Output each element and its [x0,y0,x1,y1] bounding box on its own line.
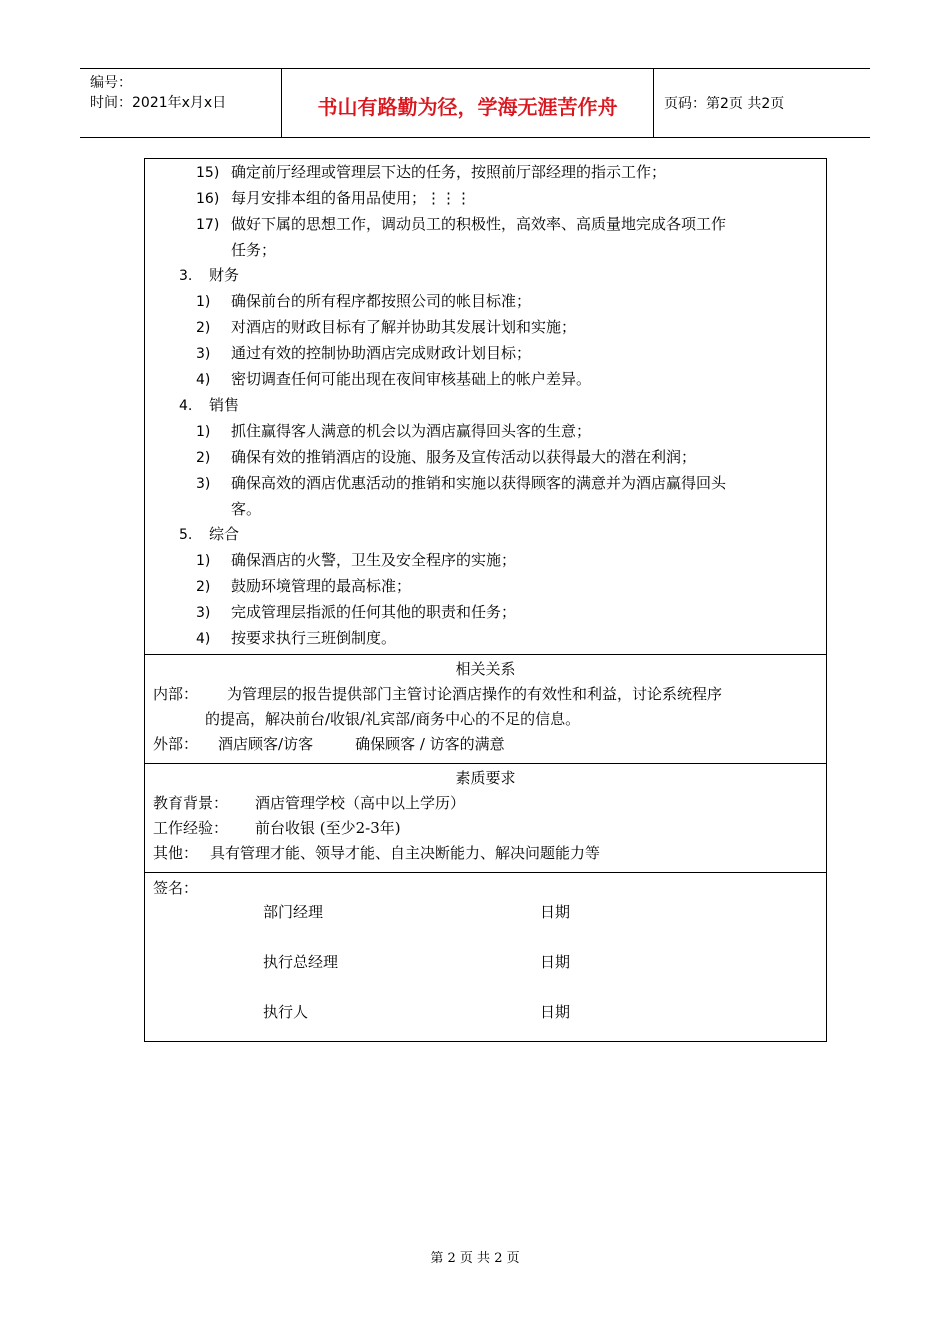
list-item [145,289,826,315]
list-item [145,626,826,652]
signature-role-department-manager: 部门经理 [263,903,324,921]
list-item-number: 1) [196,424,211,440]
section-heading-title: 财务 [209,266,240,284]
other-row [145,841,826,866]
list-item-text: 对酒店的财政目标有了解并协助其发展计划和实施； [231,318,577,336]
section-heading-title: 综合 [209,525,240,543]
external-relation [145,732,826,757]
list-item [145,212,826,238]
list-item-text: 密切调查任何可能出现在夜间审核基础上的帐户差异。 [231,370,592,388]
signature-role-executive-gm: 执行总经理 [263,953,339,971]
list-item-text-cont: 任务； [231,241,277,259]
signature-label: 签名： [153,879,199,897]
list-item [145,445,826,471]
external-what: 确保顾客 / 访客的满意 [355,735,505,753]
list-item-number: 15) [196,165,220,181]
section-heading [145,522,826,548]
list-item-text: 按要求执行三班倒制度。 [231,629,397,647]
other-value: 具有管理才能、领导才能、自主决断能力、解决问题能力等 [210,844,601,862]
list-item-number: 1) [196,294,211,310]
section-heading [145,393,826,419]
experience-label: 工作经验： [153,819,229,837]
relations-section [145,655,826,764]
qualifications-title: 素质要求 [455,769,516,787]
internal-text-cont: 的提高，解决前台/收银/礼宾部/商务中心的不足的信息。 [205,710,581,728]
list-item [145,548,826,574]
page-header [80,68,870,138]
signature-date-2: 日期 [540,953,571,971]
relations-title: 相关关系 [455,660,516,678]
education-value: 酒店管理学校（高中以上学历） [255,794,466,812]
list-item-text-cont: 客。 [231,500,262,518]
list-item-text: 确保有效的推销酒店的设施、服务及宣传活动以获得最大的潜在利润； [231,448,697,466]
header-motto: 书山有路勤为径，学海无涯苦作舟 [282,69,654,137]
external-who: 酒店顾客/访客 [218,735,314,753]
list-item-number: 2) [196,320,211,336]
list-item-text: 鼓励环境管理的最高标准； [231,577,412,595]
list-item-text: 确保酒店的火警，卫生及安全程序的实施； [231,551,517,569]
list-item-number: 17) [196,217,220,233]
signature-role-executor: 执行人 [263,1003,309,1021]
experience-value: 前台收银 (至少2-3年) [255,819,401,837]
list-item-text: 完成管理层指派的任何其他的职责和任务； [231,603,517,621]
list-item-number: 4) [196,631,211,647]
list-item-text: 确定前厅经理或管理层下达的任务，按照前厅部经理的指示工作； [231,163,667,181]
list-item [145,419,826,445]
internal-text: 为管理层的报告提供部门主管讨论酒店操作的有效性和利益，讨论系统程序 [227,685,723,703]
list-item-number: 16) [196,191,220,207]
experience-row [145,816,826,841]
list-item-number: 4) [196,372,211,388]
header-page-info: 页码：第2页 共2页 [664,96,785,112]
section-heading-number: 4. [179,398,193,414]
qualifications-section [145,764,826,873]
header-info-cell [80,69,282,137]
list-item [145,186,826,212]
education-row [145,791,826,816]
list-item-text: 通过有效的控制协助酒店完成财政计划目标； [231,344,532,362]
other-label: 其他： [153,844,199,862]
list-item-number: 2) [196,450,211,466]
education-label: 教育背景： [153,794,229,812]
list-item [145,600,826,626]
section-heading-number: 5. [179,527,193,543]
list-item-text: 做好下属的思想工作，调动员工的积极性，高效率、高质量地完成各项工作 [231,215,727,233]
signature-date-3: 日期 [540,1003,571,1021]
list-item-number: 3) [196,346,211,362]
list-item [145,315,826,341]
list-item-text: 确保前台的所有程序都按照公司的帐目标准； [231,292,532,310]
list-item [145,471,826,497]
internal-label: 内部： [153,685,199,703]
list-item [145,160,826,186]
signature-section [145,873,826,1041]
list-item-text: 每月安排本组的备用品使用；⋮⋮⋮ [231,189,472,207]
list-item-text: 确保高效的酒店优惠活动的推销和实施以获得顾客的满意并为酒店赢得回头 [231,474,727,492]
section-heading-number: 3. [179,268,193,284]
list-item [145,341,826,367]
section-heading [145,263,826,289]
duties-section [145,159,826,655]
internal-relation [145,682,826,707]
header-number-label: 编号： [90,75,132,91]
list-item [145,367,826,393]
job-description-table [144,158,827,1042]
external-label: 外部： [153,735,199,753]
list-item [145,574,826,600]
list-item-number: 1) [196,553,211,569]
section-heading-title: 销售 [209,396,240,414]
list-item-text: 抓住赢得客人满意的机会以为酒店赢得回头客的生意； [231,422,592,440]
list-item-number: 3) [196,476,211,492]
list-item-number: 2) [196,579,211,595]
signature-date-1: 日期 [540,903,571,921]
page-footer: 第 2 页 共 2 页 [430,1251,520,1266]
list-item-number: 3) [196,605,211,621]
header-time-label: 时间：2021年x月x日 [90,95,227,111]
